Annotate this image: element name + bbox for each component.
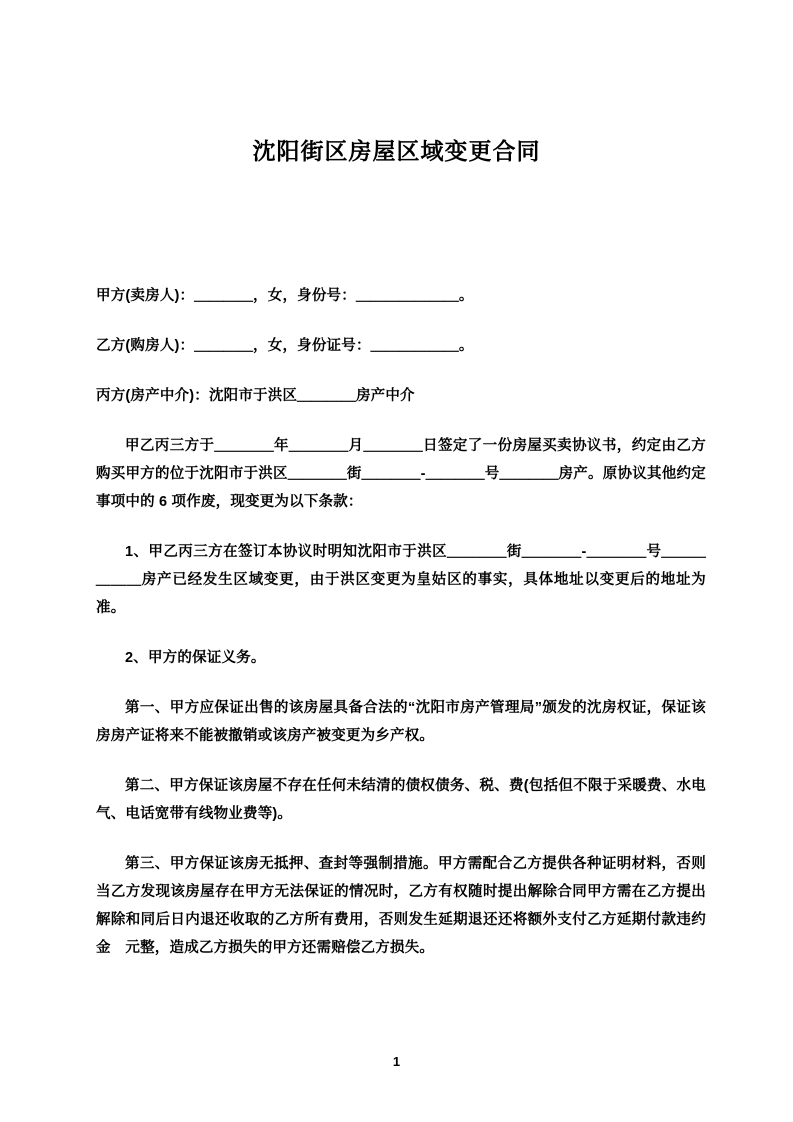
document-body xyxy=(96,282,706,984)
page-title: 沈阳街区房屋区域变更合同 xyxy=(252,138,541,164)
paragraph-clause-1: 1、甲乙丙三方在签订本协议时明知沈阳市于洪区＿＿＿＿街＿＿＿＿-＿＿＿＿号＿＿＿＿＿＿房产已经发生区域变更，由于洪区变更为皇姑区的事实，具体地址以变更后的地址为准。 xyxy=(96,544,706,616)
paragraph-party-c: 丙方(房产中介)：沈阳市于洪区＿＿＿＿房产中介 xyxy=(96,388,415,404)
paragraph-clause-2-2: 第二、甲方保证该房屋不存在任何未结清的债权债务、税、费(包括但不限于采暖费、水电气、电话宽带有线物业费等)。 xyxy=(96,778,706,822)
paragraph-party-b: 乙方(购房人)：＿＿＿＿，女，身份证号：＿＿＿＿＿＿。 xyxy=(96,338,474,354)
paragraph-clause-2-1: 第一、甲方应保证出售的该房屋具备合法的“沈阳市房产管理局”颁发的沈房权证，保证该房房产证将来不能被撤销或该房产被变更为乡产权。 xyxy=(96,700,706,744)
paragraph-preamble: 甲乙丙三方于＿＿＿＿年＿＿＿＿月＿＿＿＿日签定了一份房屋买卖协议书，约定由乙方购买甲方的位于沈阳市于洪区＿＿＿＿街＿＿＿＿-＿＿＿＿号＿＿＿＿房产。原协议其他约定事项中的 6 项作废，现变更为以下条款： xyxy=(96,438,706,510)
paragraph-party-a: 甲方(卖房人)：＿＿＿＿，女，身份号：＿＿＿＿＿＿＿。 xyxy=(96,288,474,304)
paragraph-clause-2-3: 第三、甲方保证该房无抵押、查封等强制措施。甲方需配合乙方提供各种证明材料，否则当乙方发现该房屋存在甲方无法保证的情况时，乙方有权随时提出解除合同甲方需在乙方提出解除和同后日内退还收取的乙方所有费用，否则发生延期退还还将额外支付乙方延期付款违约金 元整，造成乙方损失的甲方还需赔偿乙方损失。 xyxy=(96,856,706,956)
page-number: 1 xyxy=(392,1054,401,1069)
paragraph-clause-2: 2、甲方的保证义务。 xyxy=(125,650,266,666)
